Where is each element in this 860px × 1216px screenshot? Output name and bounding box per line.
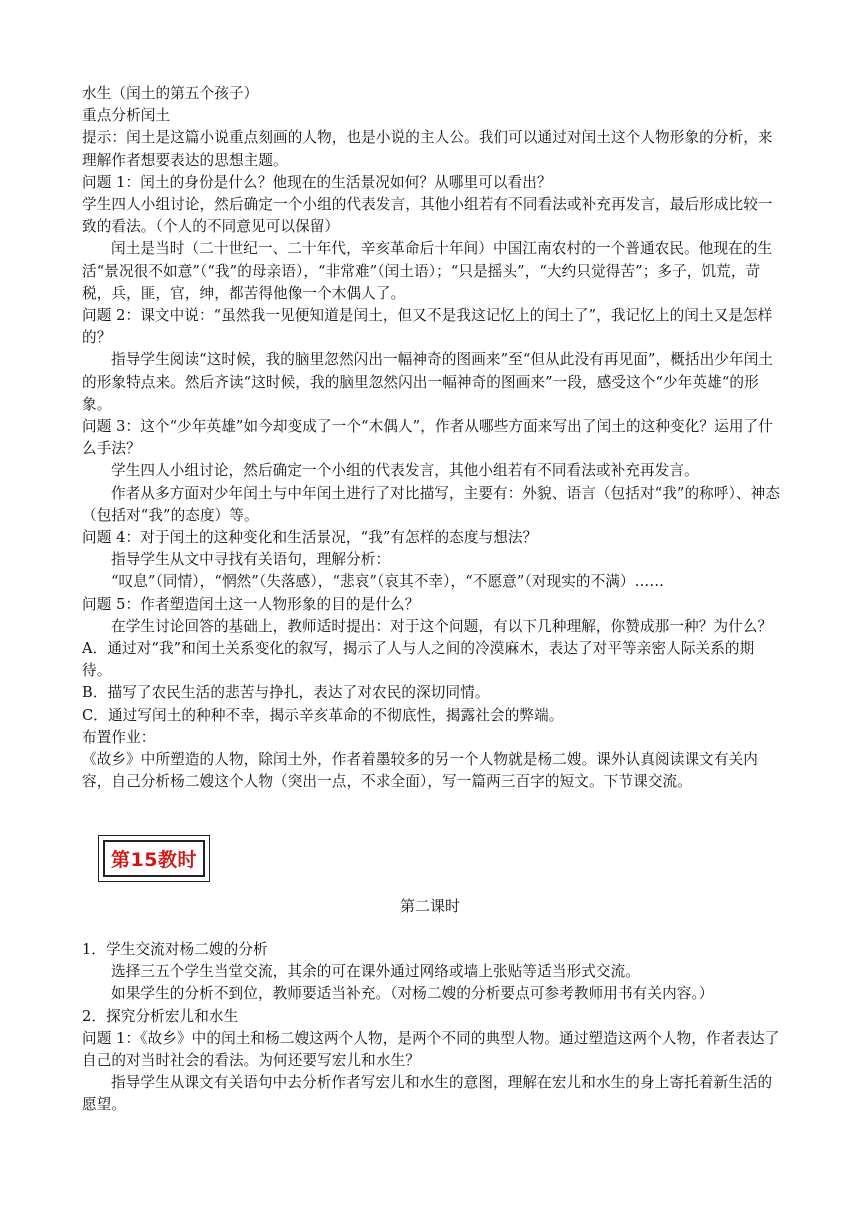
- question-3: 问题 3：这个“少年英雄”如今却变成了一个“木偶人”，作者从哪些方面来写出了闰土的这种变化？运用了什么手法？: [82, 418, 773, 458]
- paragraph: 学生四人小组讨论，然后确定一个小组的代表发言，其他小组若有不同看法或补充再发言，最后形成比较一致的看法。（个人的不同意见可以保留）: [82, 196, 773, 236]
- subheading: 2．探究分析宏儿和水生: [82, 1007, 239, 1025]
- paragraph: 闰土是当时（二十世纪一、二十年代，辛亥革命后十年间）中国江南农村的一个普通农民。他现在的生活“景况很不如意”（“我”的母亲语），“非常难”（闰土语）；“只是摇头”，“大约只觉得苦”；多子，饥荒，苛税，兵，匪，官，绅，都苦得他像一个木偶人了。: [82, 240, 773, 302]
- paragraph: 指导学生从文中寻找有关语句，理解分析：: [111, 551, 391, 569]
- option-a: A．通过对“我”和闰土关系变化的叙写，揭示了人与人之间的冷漠麻木，表达了对平等亲密人际关系的期待。: [82, 640, 755, 680]
- section-title: 第二课时: [399, 897, 460, 915]
- paragraph: 指导学生从课文有关语句中去分析作者写宏儿和水生的意图，理解在宏儿和水生的身上寄托着新生活的愿望。: [82, 1074, 773, 1114]
- lesson-number-badge: [98, 835, 210, 882]
- section-heading: 重点分析闰土: [82, 107, 171, 125]
- option-c: C．通过写闰土的种种不幸，揭示辛亥革命的不彻底性，揭露社会的弊端。: [82, 706, 564, 724]
- paragraph: 作者从多方面对少年闰土与中年闰土进行了对比描写，主要有：外貌、语言（包括对“我”的称呼）、神态（包括对“我”的态度）等。: [82, 484, 781, 524]
- homework-paragraph: 《故乡》中所塑造的人物，除闰土外，作者着墨较多的另一个人物就是杨二嫂。课外认真阅读课文有关内容，自己分析杨二嫂这个人物（突出一点，不求全面），写一篇两三百字的短文。下节课交流。: [82, 751, 758, 791]
- paragraph: 如果学生的分析不到位，教师要适当补充。（对杨二嫂的分析要点可参考教师用书有关内容。）: [111, 985, 714, 1003]
- question-5: 问题 5：作者塑造闰土这一人物形象的目的是什么？: [82, 595, 420, 613]
- paragraph: 学生四人小组讨论，然后确定一个小组的代表发言，其他小组若有不同看法或补充再发言。: [111, 462, 699, 480]
- lesson-body-part2: [82, 939, 782, 1117]
- question-4: 问题 4：对于闰土的这种变化和生活景况，“我”有怎样的态度与想法？: [82, 529, 538, 547]
- paragraph: 在学生讨论回答的基础上，教师适时提出：对于这个问题，有以下几种理解，你赞成那一种？为什么？: [111, 617, 773, 635]
- hint-paragraph: 提示：闰土是这篇小说重点刻画的人物，也是小说的主人公。我们可以通过对闰土这个人物形象的分析，来理解作者想要表达的思想主题。: [82, 129, 773, 169]
- lesson-number-label: 第15教时: [103, 840, 205, 877]
- lesson-body-part1: [82, 83, 782, 794]
- paragraph: 指导学生阅读“这时候，我的脑里忽然闪出一幅神奇的图画来”至“但从此没有再见面”，概括出少年闰土的形象特点来。然后齐读“这时候，我的脑里忽然闪出一幅神奇的图画来”一段，感受这个“少年英雄“的形象。: [82, 351, 774, 413]
- question-1: 问题 1：闰土的身份是什么？他现在的生活景况如何？从哪里可以看出？: [82, 173, 552, 191]
- homework-heading: 布置作业：: [82, 728, 156, 746]
- character-line: 水生（闰土的第五个孩子）: [82, 85, 259, 102]
- paragraph: 选择三五个学生当堂交流，其余的可在课外通过网络或墙上张贴等适当形式交流。: [111, 963, 640, 981]
- option-b: B．描写了农民生活的悲苦与挣扎，表达了对农民的深切同情。: [82, 684, 490, 702]
- paragraph: “叹息”（同情），“惘然”（失落感），“悲哀”（哀其不幸），“不愿意”（对现实的不满）……: [111, 573, 665, 591]
- question-1: 问题 1：《故乡》中的闰土和杨二嫂这两个人物，是两个不同的典型人物。通过塑造这两个人物，作者表达了自己的对当时社会的看法。为何还要写宏儿和水生？: [82, 1029, 780, 1070]
- question-2: 问题 2：课文中说：“虽然我一见便知道是闰土，但又不是我这记忆上的闰土了”，我记忆上的闰土又是怎样的？: [82, 307, 773, 347]
- subheading: 1．学生交流对杨二嫂的分析: [82, 941, 268, 958]
